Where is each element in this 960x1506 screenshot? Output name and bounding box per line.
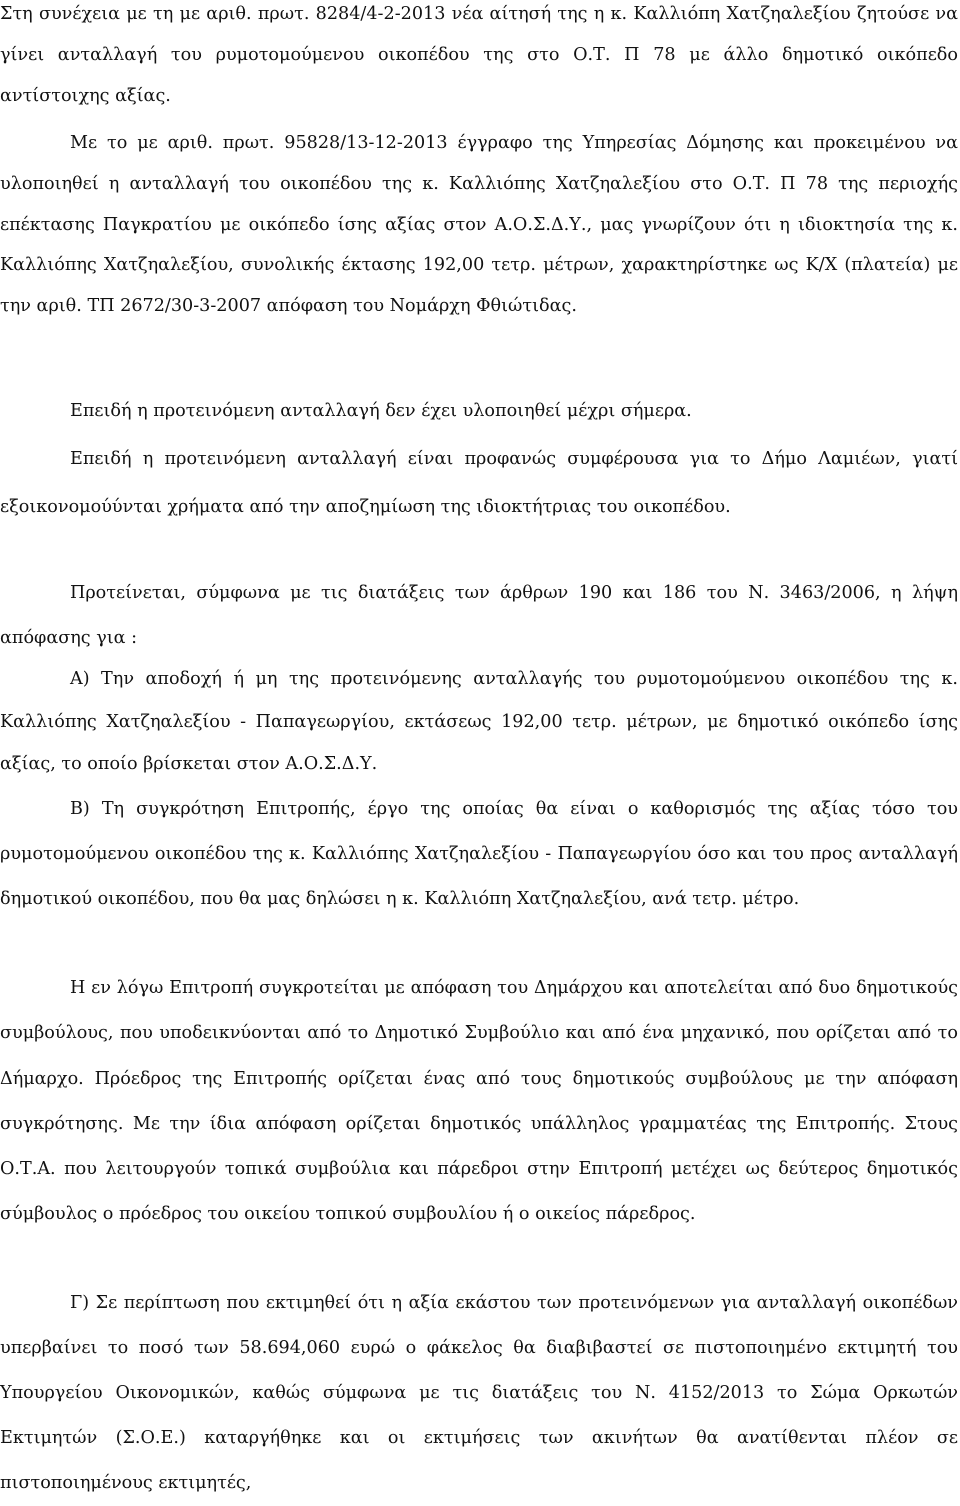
paragraph-proposal: Προτείνεται, σύμφωνα με τις διατάξεις των άρθρων 190 και 186 του Ν. 3463/2006, η λήψη απόφασης για : [0, 583, 958, 648]
paragraph-beneficial-exchange: Επειδή η προτεινόμενη ανταλλαγή είναι προφανώς συμφέρουσα για το Δήμο Λαμιέων, γιατί εξοικονομούύνται χρήματα από την αποζημίωση της ιδιοκτήτριας του οικοπέδου. [0, 449, 958, 517]
paragraph-request: Στη συνέχεια με τη με αριθ. πρωτ. 8284/4-2-2013 νέα αίτησή της η κ. Καλλιόπη Χατζηαλεξίου ζητούσε να γίνει ανταλλαγή του ρυμοτομούμενου οικοπέδου της στο Ο.Τ. Π 78 με άλλο δημοτικό οικόπεδο αντίστοιχης αξίας. [0, 4, 958, 106]
paragraph-not-implemented: Επειδή η προτεινόμενη ανταλλαγή δεν έχει υλοποιηθεί μέχρι σήμερα. [70, 401, 692, 421]
paragraph-item-b: Β) Τη συγκρότηση Επιτροπής, έργο της οποίας θα είναι ο καθορισμός της αξίας τόσο του ρυμοτομούμενου οικοπέδου της κ. Καλλιόπης Χατζηαλεξίου - Παπαγεωργίου όσο και του προς ανταλλαγή δημοτικού οικοπέδου, που θα μας δηλώσει η κ. Καλλιόπη Χατζηαλεξίου, ανά τετρ. μέτρο. [0, 799, 958, 909]
paragraph-building-service-letter: Με το με αριθ. πρωτ. 95828/13-12-2013 έγγραφο της Υπηρεσίας Δόμησης και προκειμένου να υλοποιηθεί η ανταλλαγή του οικοπέδου της κ. Καλλιόπης Χατζηαλεξίου στο Ο.Τ. Π 78 της περιοχής επέκτασης Παγκρατίου με οικόπεδο ίσης αξίας στον Α.Ο.Σ.Δ.Υ., μας γνωρίζουν ότι η ιδιοκτησία της κ. Καλλιόπης Χατζηαλεξίου, συνολικής έκτασης 192,00 τετρ. μέτρων, χαρακτηρίστηκε ως Κ/Χ (πλατεία) με την αριθ. ΤΠ 2672/30-3-2007 απόφαση του Νομάρχη Φθιώτιδας. [0, 133, 958, 317]
paragraph-item-c: Γ) Σε περίπτωση που εκτιμηθεί ότι η αξία εκάστου των προτεινόμενων για ανταλλαγή οικοπέδων υπερβαίνει το ποσό των 58.694,060 ευρώ ο φάκελος θα διαβιβαστεί σε πιστοποιημένο εκτιμητή του Υπουργείου Οικονομικών, καθώς σύμφωνα με τις διατάξεις του Ν. 4152/2013 το Σώμα Ορκωτών Εκτιμητών (Σ.Ο.Ε.) καταργήθηκε και οι εκτιμήσεις των ακινήτων θα ανατίθενται πλέον σε πιστοποιημένους εκτιμητές, [0, 1293, 958, 1493]
paragraph-committee: Η εν λόγω Επιτροπή συγκροτείται με απόφαση του Δημάρχου και αποτελείται από δυο δημοτικούς συμβούλους, που υποδεικνύονται από το Δημοτικό Συμβούλιο και από ένα μηχανικό, που ορίζεται από το Δήμαρχο. Πρόεδρος της Επιτροπής ορίζεται ένας από τους δημοτικούς συμβούλους με την απόφαση συγκρότησης. Με την ίδια απόφαση ορίζεται δημοτικός υπάλληλος γραμματέας της Επιτροπής. Στους Ο.Τ.Α. που λειτουργούν τοπικά συμβούλια και πάρεδροι στην Επιτροπή μετέχει ως δεύτερος δημοτικός σύμβουλος ο πρόεδρος του οικείου τοπικού συμβουλίου ή ο οικείος πάρεδρος. [0, 978, 958, 1225]
paragraph-item-a: Α) Την αποδοχή ή μη της προτεινόμενης ανταλλαγής του ρυμοτομούμενου οικοπέδου της κ. Καλλιόπης Χατζηαλεξίου - Παπαγεωργίου, εκτάσεως 192,00 τετρ. μέτρων, με δημοτικό οικόπεδο ίσης αξίας, το οποίο βρίσκεται στον Α.Ο.Σ.Δ.Υ. [0, 669, 958, 775]
